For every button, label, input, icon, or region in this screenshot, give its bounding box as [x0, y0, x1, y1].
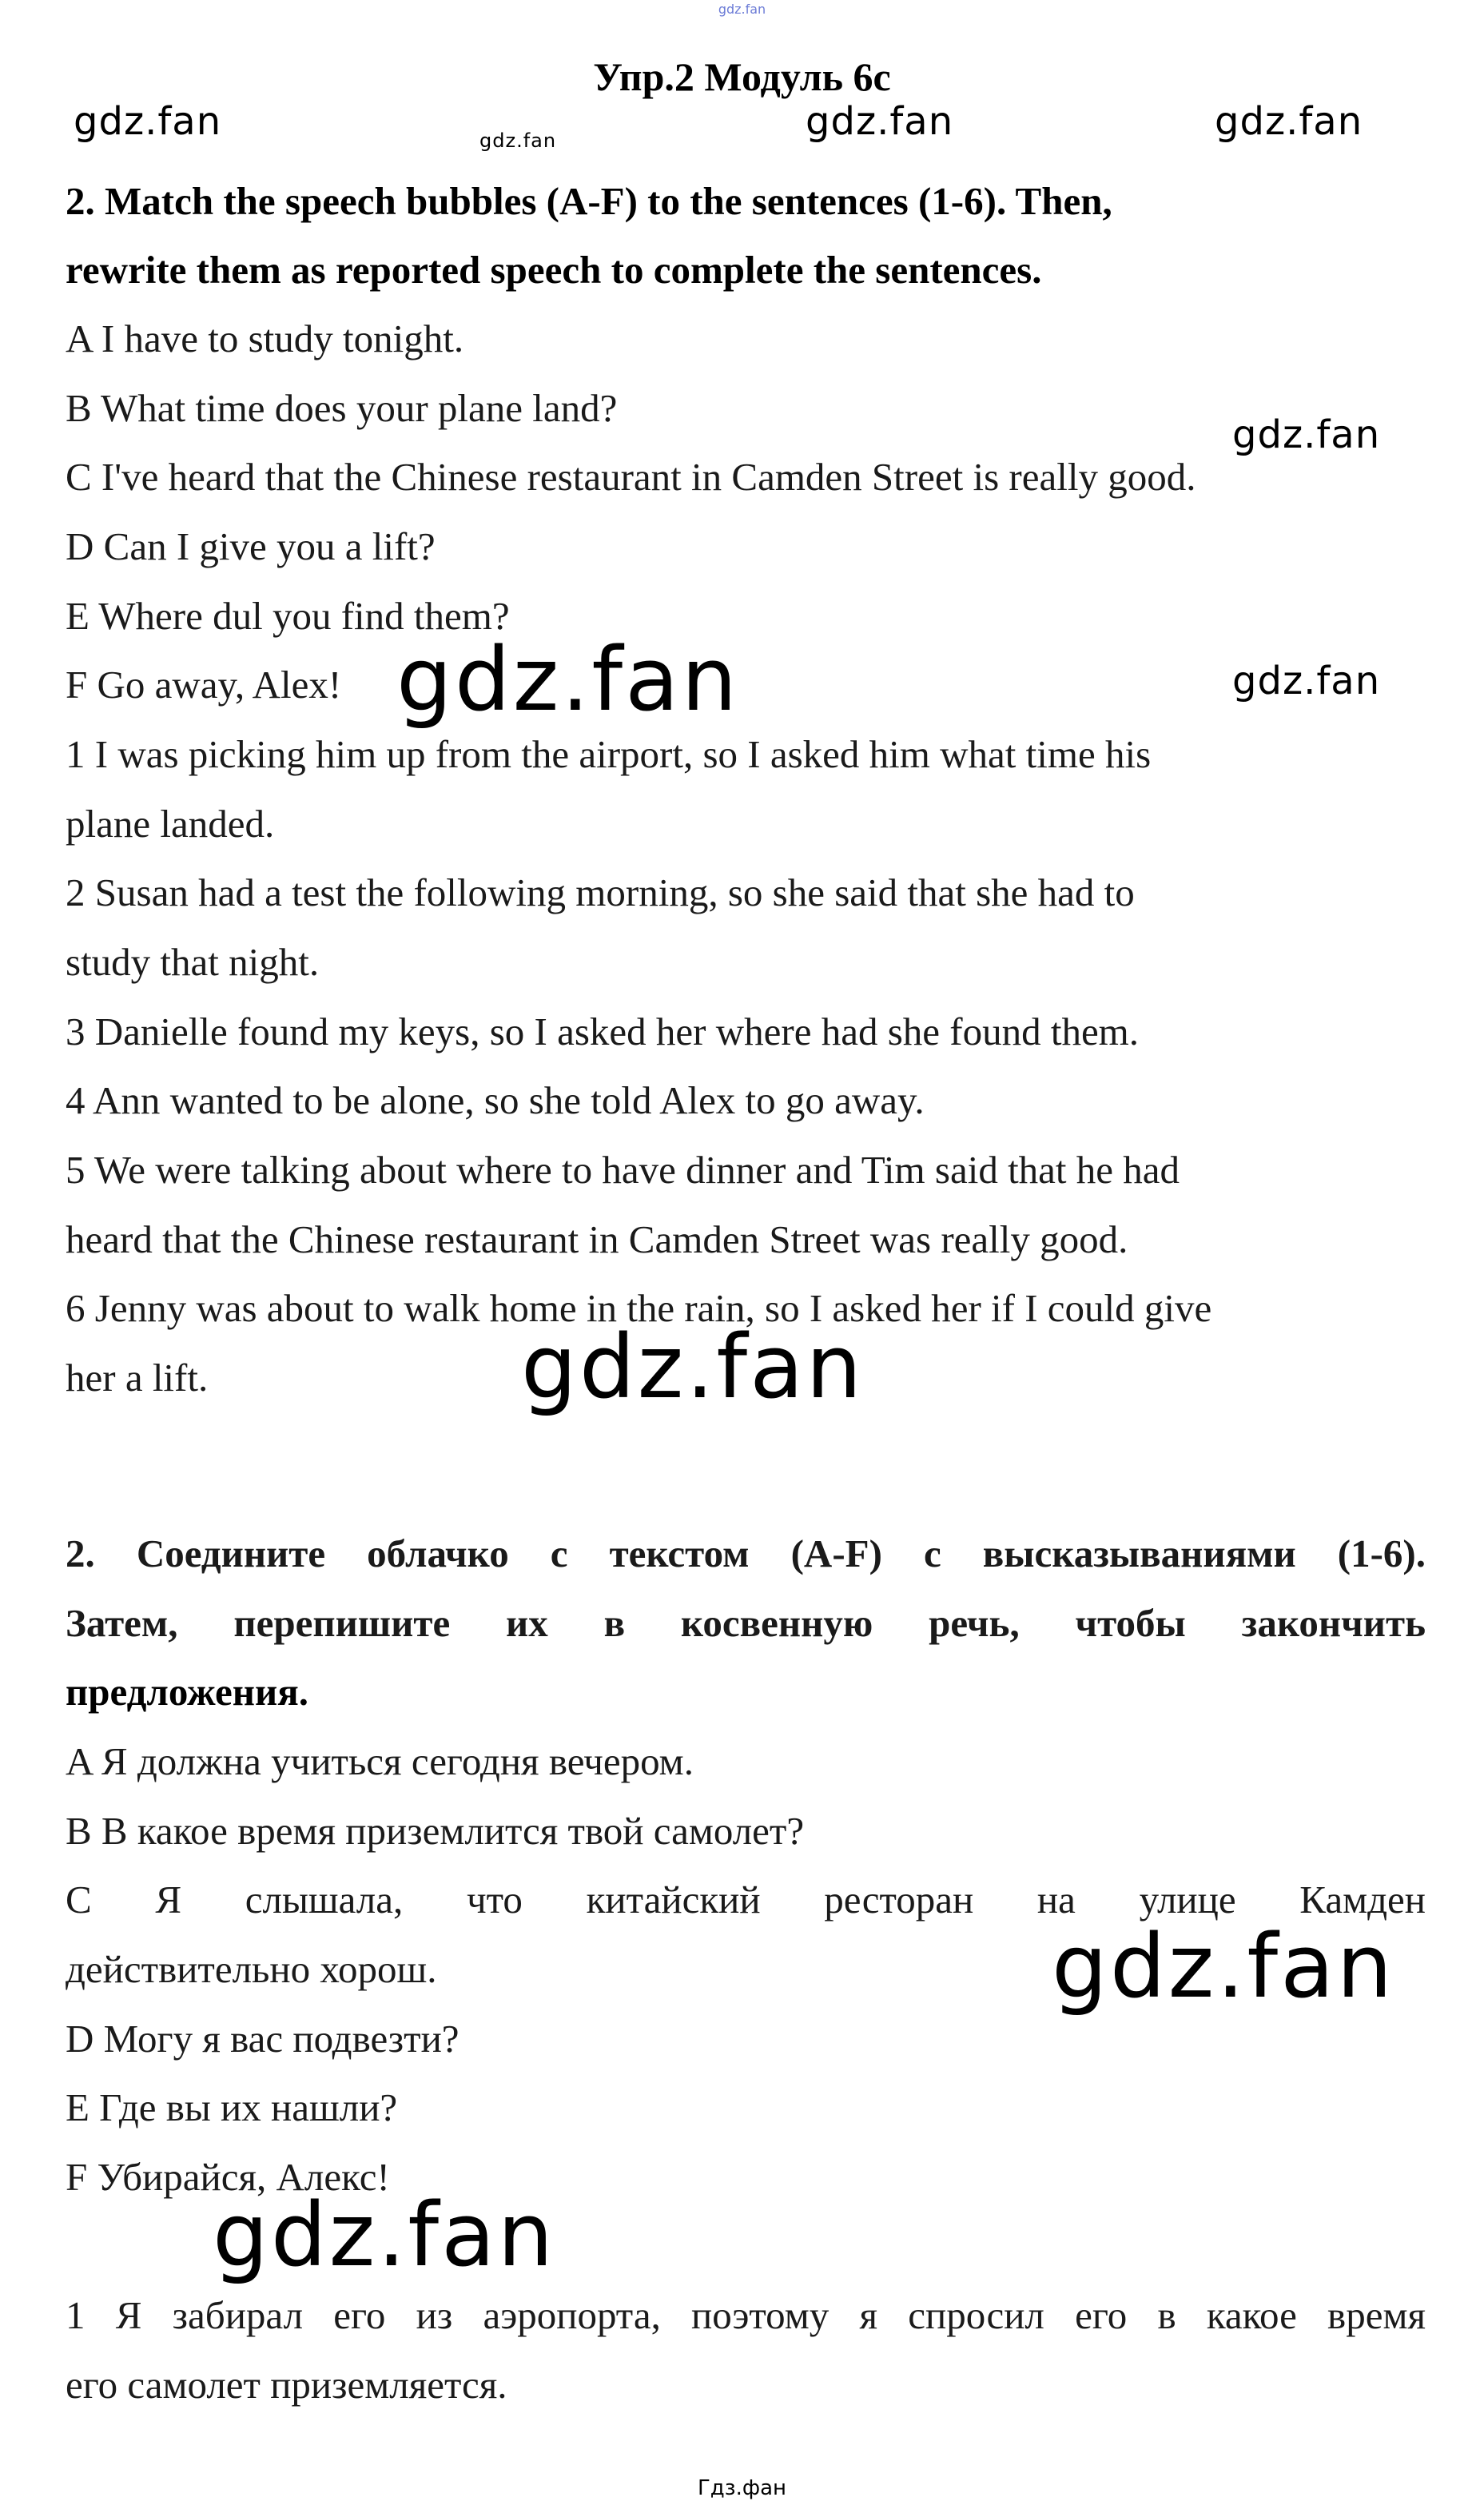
- answer-line: heard that the Chinese restaurant in Camden Street was really good.: [66, 1217, 1128, 1261]
- answer-line: 2 Susan had a test the following morning, so she said that she had to: [66, 870, 1135, 914]
- bubble-c-ru: действительно хорош.: [66, 1947, 437, 1991]
- bubble-a-ru: A Я должна учиться сегодня вечером.: [66, 1739, 694, 1783]
- bubble-b: B What time does your plane land?: [66, 386, 618, 430]
- task-heading-en: 2. Match the speech bubbles (A-F) to the sentences (1-6). Then,: [66, 179, 1112, 223]
- answer-line: 3 Danielle found my keys, so I asked her where had she found them.: [66, 1010, 1140, 1053]
- task-heading-ru: Затем, перепишите их в косвенную речь, чтобы закончить: [66, 1601, 1426, 1645]
- watermark: gdz.fan: [74, 99, 222, 144]
- bubble-b-ru: B В какое время приземлится твой самолет?: [66, 1809, 805, 1853]
- answer-line: her a lift.: [66, 1356, 209, 1400]
- watermark: gdz.fan: [1052, 1915, 1395, 2017]
- answer-line: 1 I was picking him up from the airport, so I asked him what time his: [66, 732, 1152, 776]
- bubble-c: C I've heard that the Chinese restaurant in Camden Street is really good.: [66, 455, 1196, 499]
- watermark: gdz.fan: [806, 99, 954, 144]
- task-heading-ru: 2. Соедините облачко с текстом (A-F) с высказываниями (1-6).: [66, 1531, 1426, 1575]
- answer-line: study that night.: [66, 940, 320, 984]
- bubble-f-ru: F Убирайся, Алекс!: [66, 2155, 390, 2199]
- task-heading-ru: предложения.: [66, 1670, 309, 1714]
- bubble-e: E Where dul you find them?: [66, 594, 510, 638]
- watermark: gdz.fan: [396, 628, 740, 731]
- bubble-c-ru: C Я слышала, что китайский ресторан на улице Камден: [66, 1878, 1426, 1922]
- bubble-f: F Go away, Alex!: [66, 663, 342, 707]
- answer-line: 5 We were talking about where to have dinner and Tim said that he had: [66, 1148, 1180, 1192]
- bubble-a: A I have to study tonight.: [66, 317, 464, 360]
- top-watermark: gdz.fan: [718, 2, 766, 17]
- footer-watermark: Гдз.фан: [697, 2476, 787, 2500]
- watermark: gdz.fan: [213, 2184, 556, 2286]
- bubble-d-ru: D Могу я вас подвезти?: [66, 2017, 460, 2061]
- bubble-e-ru: E Где вы их нашли?: [66, 2085, 398, 2129]
- bubble-d: D Can I give you a lift?: [66, 524, 436, 568]
- watermark: gdz.fan: [521, 1316, 865, 1418]
- watermark: gdz.fan: [1232, 412, 1381, 457]
- answer-line-ru: 1 Я забирал его из аэропорта, поэтому я спросил его в какое время: [66, 2293, 1426, 2337]
- answer-line: 6 Jenny was about to walk home in the rain, so I asked her if I could give: [66, 1286, 1212, 1330]
- task-heading-en: rewrite them as reported speech to complete the sentences.: [66, 248, 1042, 292]
- watermark: gdz.fan: [1232, 659, 1381, 703]
- answer-line: plane landed.: [66, 802, 275, 846]
- page-title: Упр.2 Модуль 6с: [593, 54, 891, 99]
- watermark: gdz.fan: [479, 129, 557, 152]
- watermark: gdz.fan: [1215, 99, 1363, 144]
- answer-line-ru: его самолет приземляется.: [66, 2363, 507, 2407]
- answer-line: 4 Ann wanted to be alone, so she told Alex to go away.: [66, 1078, 925, 1122]
